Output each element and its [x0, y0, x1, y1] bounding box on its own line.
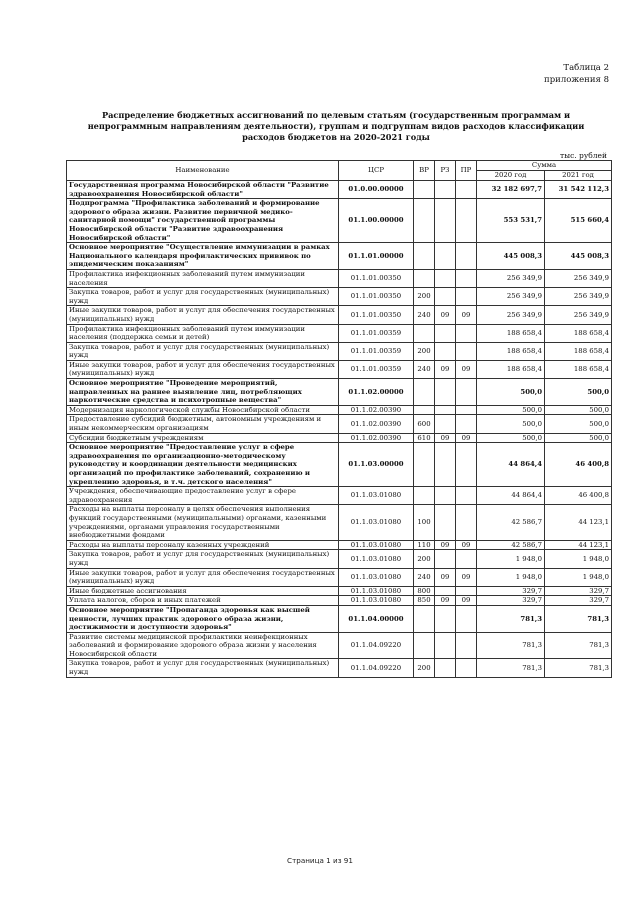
cell-2020: 500,0 [477, 405, 545, 415]
cell-name: Иные закупки товаров, работ и услуг для обеспечения государственных (муниципальных) нужд [67, 306, 339, 324]
cell-name: Предоставление субсидий бюджетным, автономным учреждениям и иным некоммерческим организациям [67, 415, 339, 433]
cell-rz [435, 379, 456, 406]
cell-vr: 610 [414, 433, 435, 443]
cell-pr [456, 405, 477, 415]
cell-pr [456, 288, 477, 306]
table-row [67, 199, 612, 243]
col-header-csr: ЦСР [339, 161, 414, 181]
cell-vr [414, 324, 435, 342]
table-row [67, 540, 612, 550]
cell-vr [414, 632, 435, 659]
cell-2021: 256 349,9 [545, 306, 612, 324]
cell-pr [456, 324, 477, 342]
table-row [67, 181, 612, 199]
cell-name: Закупка товаров, работ и услуг для государственных (муниципальных) нужд [67, 288, 339, 306]
cell-vr: 240 [414, 360, 435, 378]
cell-rz: 09 [435, 433, 456, 443]
table-row [67, 596, 612, 606]
cell-pr [456, 586, 477, 596]
cell-rz: 09 [435, 568, 456, 586]
appendix-number: приложения 8 [544, 75, 609, 85]
cell-2020: 781,3 [477, 659, 545, 677]
cell-pr: 09 [456, 540, 477, 550]
cell-2020: 42 586,7 [477, 505, 545, 540]
table-row [67, 342, 612, 360]
cell-vr [414, 605, 435, 632]
cell-rz [435, 243, 456, 270]
cell-2021: 500,0 [545, 415, 612, 433]
cell-vr: 100 [414, 505, 435, 540]
cell-2021: 1 948,0 [545, 568, 612, 586]
cell-pr [456, 632, 477, 659]
col-header-rz: РЗ [435, 161, 456, 181]
cell-pr [456, 243, 477, 270]
cell-csr: 01.1.01.00000 [339, 243, 414, 270]
cell-rz [435, 342, 456, 360]
cell-rz [435, 199, 456, 243]
cell-vr [414, 379, 435, 406]
cell-2021: 445 008,3 [545, 243, 612, 270]
cell-pr [456, 505, 477, 540]
cell-2021: 44 123,1 [545, 505, 612, 540]
cell-name: Подпрограмма "Профилактика заболеваний и формирование здорового образа жизни. Развитие первичной медико-санитарной помощи" государственной программы Новосибирской области "Развитие здравоохранения Новосибирской области" [67, 199, 339, 243]
cell-name: Субсидии бюджетным учреждениям [67, 433, 339, 443]
col-header-2021: 2021 год [545, 171, 612, 181]
cell-csr: 01.1.01.00350 [339, 269, 414, 287]
cell-rz [435, 550, 456, 568]
cell-2021: 188 658,4 [545, 360, 612, 378]
cell-name: Закупка товаров, работ и услуг для государственных (муниципальных) нужд [67, 550, 339, 568]
cell-2020: 500,0 [477, 379, 545, 406]
cell-2020: 256 349,9 [477, 288, 545, 306]
cell-rz [435, 181, 456, 199]
cell-name: Расходы на выплаты персоналу казенных учреждений [67, 540, 339, 550]
cell-csr: 01.1.02.00000 [339, 379, 414, 406]
table-row [67, 487, 612, 505]
cell-csr: 01.1.03.01080 [339, 586, 414, 596]
cell-rz [435, 659, 456, 677]
cell-2020: 329,7 [477, 596, 545, 606]
cell-pr [456, 605, 477, 632]
cell-2020: 256 349,9 [477, 269, 545, 287]
table-row [67, 415, 612, 433]
cell-csr: 01.1.04.00000 [339, 605, 414, 632]
table-row [67, 632, 612, 659]
table-row [67, 288, 612, 306]
cell-name: Основное мероприятие "Проведение мероприятий, направленных на раннее выявление лиц, потребляющих наркотические средства и психотропные вещества" [67, 379, 339, 406]
cell-csr: 01.1.00.00000 [339, 199, 414, 243]
cell-name: Государственная программа Новосибирской области "Развитие здравоохранения Новосибирской области" [67, 181, 339, 199]
col-header-pr: ПР [456, 161, 477, 181]
cell-name: Учреждения, обеспечивающие предоставление услуг в сфере здравоохранения [67, 487, 339, 505]
cell-2021: 256 349,9 [545, 269, 612, 287]
table-row [67, 659, 612, 677]
cell-pr [456, 379, 477, 406]
cell-rz [435, 586, 456, 596]
table-row [67, 433, 612, 443]
cell-rz [435, 405, 456, 415]
cell-vr: 850 [414, 596, 435, 606]
cell-vr [414, 443, 435, 487]
cell-csr: 01.1.01.00350 [339, 306, 414, 324]
table-row [67, 405, 612, 415]
table-row [67, 269, 612, 287]
cell-2021: 500,0 [545, 433, 612, 443]
cell-csr: 01.1.01.00359 [339, 342, 414, 360]
cell-2021: 515 660,4 [545, 199, 612, 243]
cell-rz [435, 605, 456, 632]
cell-csr: 01.1.03.00000 [339, 443, 414, 487]
table-number: Таблица 2 [563, 63, 609, 73]
cell-csr: 01.1.03.01080 [339, 568, 414, 586]
cell-pr [456, 487, 477, 505]
cell-2021: 781,3 [545, 632, 612, 659]
cell-vr: 240 [414, 568, 435, 586]
table-row [67, 360, 612, 378]
cell-2020: 329,7 [477, 586, 545, 596]
table-row [67, 568, 612, 586]
cell-csr: 01.1.03.01080 [339, 550, 414, 568]
cell-rz [435, 443, 456, 487]
cell-2020: 42 586,7 [477, 540, 545, 550]
table-row [67, 586, 612, 596]
table-body [67, 181, 612, 678]
cell-vr: 200 [414, 288, 435, 306]
cell-2020: 553 531,7 [477, 199, 545, 243]
cell-name: Иные закупки товаров, работ и услуг для обеспечения государственных (муниципальных) нужд [67, 360, 339, 378]
cell-rz [435, 269, 456, 287]
cell-2020: 256 349,9 [477, 306, 545, 324]
cell-name: Основное мероприятие "Пропаганда здоровья как высшей ценности, лучших практик здорового образа жизни, достижимости и доступности здоровья" [67, 605, 339, 632]
cell-name: Расходы на выплаты персоналу в целях обеспечения выполнения функций государственными (муниципальными) органами, казенными учреждениями, органами управления государственными внебюджетными фондами [67, 505, 339, 540]
cell-rz: 09 [435, 596, 456, 606]
cell-vr: 200 [414, 659, 435, 677]
cell-csr: 01.1.03.01080 [339, 540, 414, 550]
cell-csr: 01.1.01.00359 [339, 360, 414, 378]
cell-vr [414, 199, 435, 243]
cell-2020: 188 658,4 [477, 324, 545, 342]
cell-pr [456, 415, 477, 433]
cell-vr [414, 269, 435, 287]
cell-2021: 781,3 [545, 605, 612, 632]
table-row [67, 379, 612, 406]
cell-csr: 01.1.04.09220 [339, 632, 414, 659]
cell-vr: 800 [414, 586, 435, 596]
cell-pr [456, 443, 477, 487]
table-row [67, 505, 612, 540]
cell-pr: 09 [456, 360, 477, 378]
cell-rz: 09 [435, 306, 456, 324]
cell-csr: 01.1.02.00390 [339, 405, 414, 415]
cell-csr: 01.1.03.01080 [339, 487, 414, 505]
cell-pr: 09 [456, 306, 477, 324]
col-header-2020: 2020 год [477, 171, 545, 181]
cell-pr [456, 181, 477, 199]
cell-rz: 09 [435, 360, 456, 378]
cell-csr: 01.0.00.00000 [339, 181, 414, 199]
cell-2020: 188 658,4 [477, 342, 545, 360]
cell-csr: 01.1.03.01080 [339, 505, 414, 540]
cell-2021: 44 123,1 [545, 540, 612, 550]
cell-2020: 500,0 [477, 415, 545, 433]
cell-pr: 09 [456, 596, 477, 606]
cell-vr [414, 487, 435, 505]
cell-name: Развитие системы медицинской профилактики неинфекционных заболеваний и формирование здорового образа жизни у населения Новосибирской области [67, 632, 339, 659]
cell-name: Модернизация наркологической службы Новосибирской области [67, 405, 339, 415]
cell-pr [456, 659, 477, 677]
cell-2020: 1 948,0 [477, 568, 545, 586]
cell-2020: 44 864,4 [477, 443, 545, 487]
cell-vr: 600 [414, 415, 435, 433]
cell-2021: 500,0 [545, 379, 612, 406]
cell-csr: 01.1.01.00350 [339, 288, 414, 306]
budget-table [66, 160, 612, 678]
table-row [67, 324, 612, 342]
table-row [67, 306, 612, 324]
cell-vr: 200 [414, 550, 435, 568]
cell-rz [435, 505, 456, 540]
cell-rz [435, 487, 456, 505]
cell-pr [456, 269, 477, 287]
cell-2021: 500,0 [545, 405, 612, 415]
cell-name: Профилактика инфекционных заболеваний путем иммунизации населения [67, 269, 339, 287]
cell-vr: 200 [414, 342, 435, 360]
cell-rz [435, 632, 456, 659]
cell-vr [414, 405, 435, 415]
cell-name: Профилактика инфекционных заболеваний путем иммунизации населения (поддержка семьи и детей) [67, 324, 339, 342]
cell-csr: 01.1.03.01080 [339, 596, 414, 606]
cell-2020: 781,3 [477, 605, 545, 632]
table-reference [544, 62, 609, 86]
cell-2020: 188 658,4 [477, 360, 545, 378]
cell-vr: 240 [414, 306, 435, 324]
cell-csr: 01.1.01.00359 [339, 324, 414, 342]
cell-name: Иные бюджетные ассигнования [67, 586, 339, 596]
cell-vr: 110 [414, 540, 435, 550]
cell-csr: 01.1.02.00390 [339, 415, 414, 433]
cell-2020: 445 008,3 [477, 243, 545, 270]
cell-rz: 09 [435, 540, 456, 550]
cell-2021: 46 400,8 [545, 443, 612, 487]
cell-2021: 781,3 [545, 659, 612, 677]
cell-csr: 01.1.04.09220 [339, 659, 414, 677]
cell-pr [456, 550, 477, 568]
cell-rz [435, 288, 456, 306]
cell-name: Уплата налогов, сборов и иных платежей [67, 596, 339, 606]
col-header-vr: ВР [414, 161, 435, 181]
cell-vr [414, 181, 435, 199]
cell-2020: 44 864,4 [477, 487, 545, 505]
cell-2021: 31 542 112,3 [545, 181, 612, 199]
table-row [67, 443, 612, 487]
col-header-name: Наименование [67, 161, 339, 181]
cell-2020: 500,0 [477, 433, 545, 443]
cell-pr: 09 [456, 568, 477, 586]
cell-2021: 188 658,4 [545, 324, 612, 342]
cell-2021: 46 400,8 [545, 487, 612, 505]
page-footer: Страница 1 из 91 [287, 856, 353, 865]
cell-name: Основное мероприятие "Осуществление иммунизации в рамках Национального календаря профилактических прививок по эпидемическим показаниям" [67, 243, 339, 270]
cell-pr [456, 199, 477, 243]
cell-name: Основное мероприятие "Предоставление услуг в сфере здравоохранения по организационно-методическому руководству и координации деятельности медицинских организаций по профилактике заболеваний, сохранению и укреплению здоровья, в т.ч. детского населения" [67, 443, 339, 487]
document-title: Распределение бюджетных ассигнований по целевым статьям (государственным программам и непрограммным направлениям деятельности), группам и подгруппам видов расходов классификации расходов бюджетов на 2020-2021 годы [87, 110, 585, 142]
cell-rz [435, 324, 456, 342]
table-row [67, 243, 612, 270]
cell-vr [414, 243, 435, 270]
table-row [67, 550, 612, 568]
cell-2021: 1 948,0 [545, 550, 612, 568]
units-label: тыс. рублей [559, 151, 607, 160]
cell-2021: 256 349,9 [545, 288, 612, 306]
cell-rz [435, 415, 456, 433]
cell-name: Закупка товаров, работ и услуг для государственных (муниципальных) нужд [67, 342, 339, 360]
cell-2021: 188 658,4 [545, 342, 612, 360]
cell-2020: 1 948,0 [477, 550, 545, 568]
cell-name: Иные закупки товаров, работ и услуг для обеспечения государственных (муниципальных) нужд [67, 568, 339, 586]
cell-2021: 329,7 [545, 596, 612, 606]
cell-csr: 01.1.02.00390 [339, 433, 414, 443]
cell-pr: 09 [456, 433, 477, 443]
cell-pr [456, 342, 477, 360]
cell-2021: 329,7 [545, 586, 612, 596]
cell-2020: 781,3 [477, 632, 545, 659]
table-row [67, 605, 612, 632]
cell-2020: 32 182 697,7 [477, 181, 545, 199]
cell-name: Закупка товаров, работ и услуг для государственных (муниципальных) нужд [67, 659, 339, 677]
col-header-sum: Сумма [477, 161, 612, 171]
